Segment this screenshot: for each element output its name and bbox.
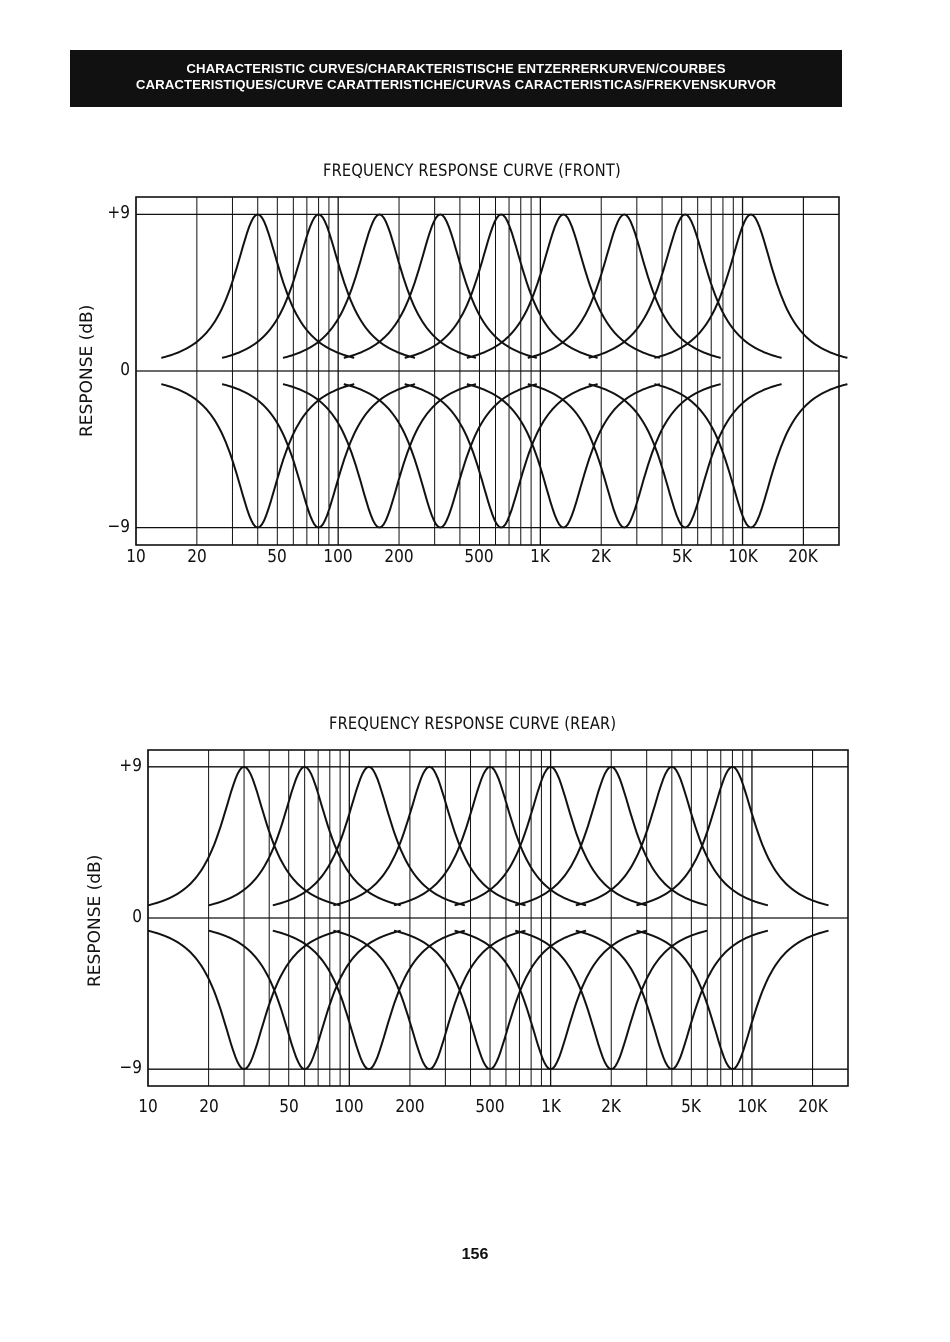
x-tick-label: 50 bbox=[278, 1096, 299, 1117]
y-tick-label: 0 bbox=[132, 906, 142, 927]
y-tick-label: +9 bbox=[107, 202, 130, 224]
header-line-1: CHARACTERISTIC CURVES/CHARAKTERISTISCHE ENTZERRERKURVEN/COURBES bbox=[186, 61, 726, 76]
x-tick-label: 10 bbox=[126, 546, 146, 567]
front-chart bbox=[136, 197, 839, 545]
x-tick-label: 5K bbox=[681, 1096, 702, 1117]
y-tick-label: +9 bbox=[119, 754, 142, 776]
header-line-2: CARACTERISTIQUES/CURVE CARATTERISTICHE/CURVAS CARACTERISTICAS/FREKVENSKURVOR bbox=[135, 77, 777, 92]
x-tick-label: 20 bbox=[198, 1096, 219, 1117]
x-tick-label: 1K bbox=[530, 546, 551, 567]
rear-chart bbox=[148, 750, 848, 1086]
rear-chart-title: FREQUENCY RESPONSE CURVE (REAR) bbox=[329, 714, 617, 734]
y-tick-label: −9 bbox=[119, 1057, 142, 1079]
x-tick-label: 500 bbox=[475, 1096, 505, 1117]
x-tick-label: 500 bbox=[464, 546, 495, 567]
boost-curve-9 bbox=[654, 214, 847, 358]
x-tick-label: 5K bbox=[671, 546, 692, 567]
cut-curve-9 bbox=[654, 384, 847, 527]
x-tick-label: 100 bbox=[334, 1096, 364, 1117]
y-tick-label: −9 bbox=[107, 515, 130, 537]
x-tick-label: 2K bbox=[591, 546, 612, 567]
rear-y-axis-label: RESPONSE (dB) bbox=[85, 854, 105, 987]
x-tick-label: 2K bbox=[601, 1096, 622, 1117]
y-tick-label: 0 bbox=[120, 359, 130, 380]
x-tick-label: 200 bbox=[384, 546, 414, 567]
x-tick-label: 1K bbox=[540, 1096, 561, 1117]
x-tick-label: 50 bbox=[267, 546, 288, 567]
front-chart-title: FREQUENCY RESPONSE CURVE (FRONT) bbox=[323, 161, 621, 181]
x-tick-label: 10K bbox=[737, 1096, 767, 1117]
front-y-axis-label: RESPONSE (dB) bbox=[77, 304, 97, 437]
x-tick-label: 200 bbox=[395, 1096, 425, 1117]
x-tick-label: 20 bbox=[187, 546, 207, 567]
x-tick-label: 20K bbox=[788, 546, 819, 567]
header-banner bbox=[70, 50, 842, 107]
x-tick-label: 20K bbox=[797, 1096, 828, 1117]
x-tick-label: 10K bbox=[727, 546, 758, 567]
page-number: 156 bbox=[461, 1246, 489, 1263]
x-tick-label: 10 bbox=[138, 1096, 158, 1117]
x-tick-label: 100 bbox=[323, 546, 353, 567]
